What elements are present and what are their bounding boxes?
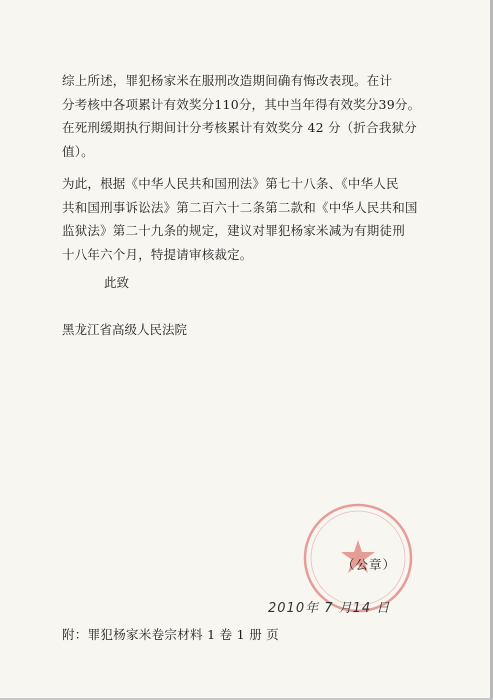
paragraph-recommendation: 为此，根据《中华人民共和国刑法》第七十八条、《中华人民 共和国刑事诉讼法》第二百六十二条第二款和《中华人民共和国 监狱法》第二十九条的规定，建议对罪犯杨家米减为有期徒刑 十八年六个月，特提请审核裁定。 bbox=[62, 176, 418, 262]
closing-salutation: 此致 bbox=[104, 275, 130, 290]
recipient-court: 黑龙江省高级人民法院 bbox=[62, 322, 188, 337]
paragraph-summary: 综上所述，罪犯杨家米在服刑改造期间确有悔改表现。在计 分考核中各项累计有效奖分110分，其中当年得有效奖分39分。 在死刑缓期执行期间计分考核累计有效奖分 42 分（折合我狱分 值）。 bbox=[62, 73, 421, 159]
handwritten-date: 2010年 7 月14 日 bbox=[268, 601, 391, 616]
attachment-note: 附：罪犯杨家米卷宗材料 1 卷 1 册 页 bbox=[62, 627, 280, 642]
seal-label: （公章） bbox=[342, 557, 397, 572]
